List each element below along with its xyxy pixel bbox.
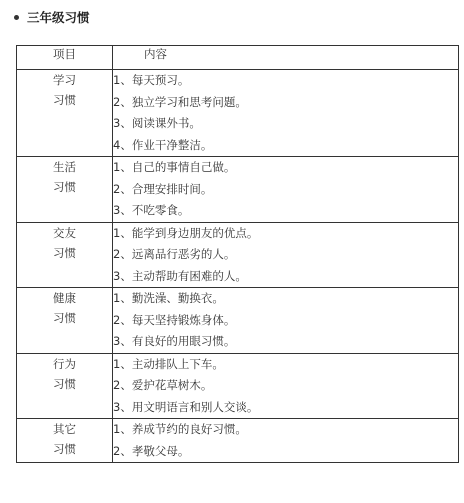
category-cell [17, 419, 113, 463]
category-label: 交友 [53, 225, 76, 240]
content-cell [113, 222, 459, 288]
list-item: 1、勤洗澡、勤换衣。 [113, 291, 224, 305]
category-label: 习惯 [53, 245, 76, 260]
table-row [17, 70, 459, 157]
category-label: 其它 [53, 422, 76, 436]
list-item: 2、独立学习和思考问题。 [113, 94, 247, 109]
category-label: 习惯 [53, 311, 76, 325]
content-cell [113, 353, 459, 419]
section-heading [14, 8, 90, 26]
column-header-content: 内容 [113, 46, 459, 70]
content-cell [113, 70, 459, 157]
table-header-row [17, 46, 459, 70]
list-item: 2、孝敬父母。 [113, 443, 190, 458]
category-label: 习惯 [53, 442, 76, 456]
table-row [17, 288, 459, 354]
category-label: 生活 [53, 160, 76, 174]
content-cell [113, 157, 459, 223]
category-label: 健康 [53, 291, 76, 305]
list-item: 4、作业干净整洁。 [113, 137, 213, 152]
bullet-icon [14, 15, 19, 20]
category-cell [17, 222, 113, 288]
habits-table [16, 45, 459, 463]
category-label: 习惯 [53, 93, 76, 107]
category-cell [17, 70, 113, 157]
list-item: 3、用文明语言和别人交谈。 [113, 399, 259, 414]
category-cell [17, 353, 113, 419]
list-item: 3、不吃零食。 [113, 203, 190, 217]
content-cell [113, 419, 459, 463]
heading-text: 三年级习惯 [27, 10, 90, 25]
category-label: 习惯 [53, 376, 76, 391]
list-item: 1、主动排队上下车。 [113, 356, 224, 371]
category-label: 学习 [53, 73, 76, 87]
category-cell [17, 288, 113, 354]
list-item: 3、有良好的用眼习惯。 [113, 334, 236, 348]
table-row [17, 419, 459, 463]
list-item: 2、远离品行恶劣的人。 [113, 247, 236, 261]
list-item: 1、每天预习。 [113, 73, 190, 87]
category-cell [17, 157, 113, 223]
list-item: 2、每天坚持锻炼身体。 [113, 312, 236, 327]
table-row [17, 157, 459, 223]
content-cell [113, 288, 459, 354]
category-label: 行为 [53, 356, 76, 371]
list-item: 1、能学到身边朋友的优点。 [113, 225, 259, 240]
list-item: 1、自己的事情自己做。 [113, 160, 236, 174]
list-item: 1、养成节约的良好习惯。 [113, 422, 247, 436]
list-item: 3、主动帮助有困难的人。 [113, 268, 247, 283]
list-item: 2、合理安排时间。 [113, 181, 213, 196]
list-item: 3、阅读课外书。 [113, 116, 201, 130]
list-item: 2、爱护花草树木。 [113, 378, 213, 392]
column-header-item: 项目 [17, 46, 113, 70]
table-row [17, 222, 459, 288]
table-row [17, 353, 459, 419]
category-label: 习惯 [53, 180, 76, 194]
